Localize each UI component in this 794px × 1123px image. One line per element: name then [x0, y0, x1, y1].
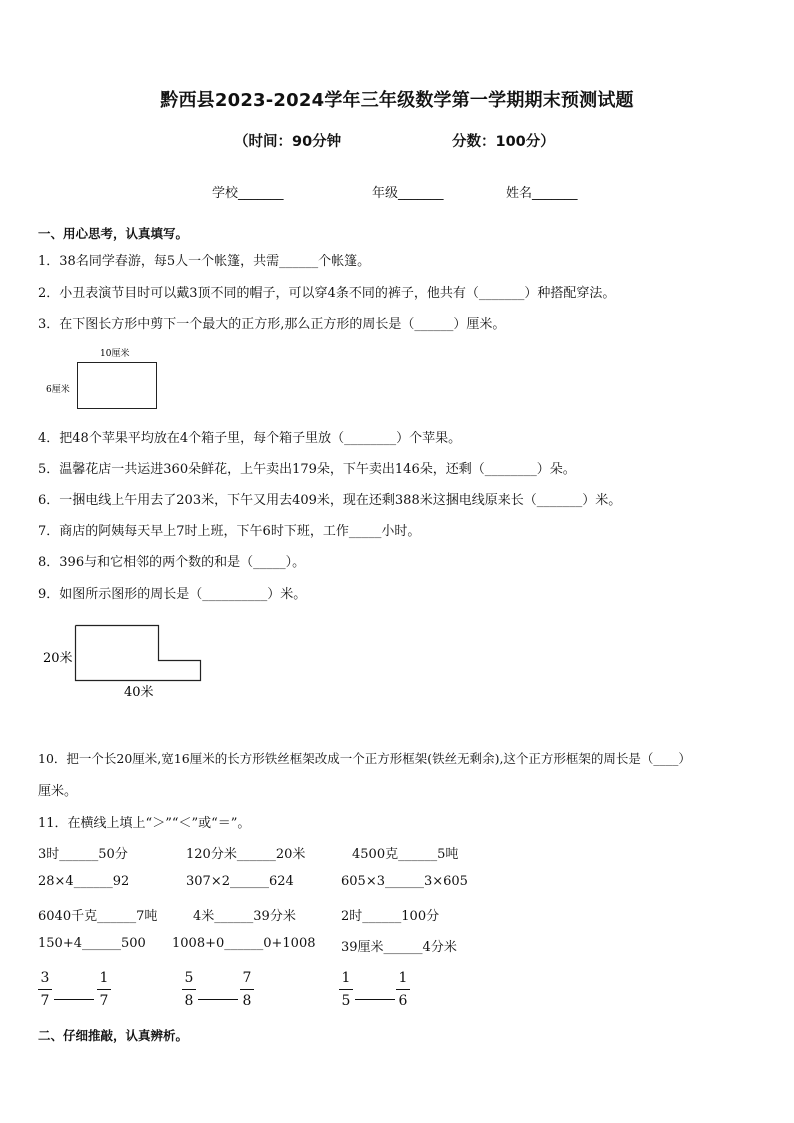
compare-item: 4500克______5吨	[352, 847, 459, 862]
answer-blank	[54, 999, 94, 1000]
compare-item: 120分米______20米	[186, 847, 306, 862]
page-title: 黔西县2023-2024学年三年级数学第一学期期末预测试题	[160, 90, 634, 111]
l-shape-outline	[76, 626, 201, 681]
time-label: （时间：90分钟	[234, 134, 342, 150]
compare-item: 6040千克______7吨	[38, 909, 158, 924]
name-field: 姓名_______	[506, 186, 578, 201]
compare-item: 39厘米______4分米	[341, 940, 457, 955]
numerator: 1	[341, 970, 351, 986]
question-9: 9．如图所示图形的周长是（__________）米。	[38, 587, 307, 602]
fraction	[182, 970, 196, 1009]
fraction	[38, 970, 52, 1009]
denominator: 7	[40, 993, 50, 1009]
numerator: 3	[40, 970, 50, 986]
denominator: 5	[341, 993, 351, 1009]
section-heading-2: 二、仔细推敲，认真辨析。	[38, 1028, 189, 1043]
grade-field: 年级_______	[372, 186, 444, 201]
fraction	[240, 970, 254, 1009]
rectangle-shape	[78, 363, 157, 409]
compare-item: 28×4______92	[38, 874, 130, 889]
compare-item: 1008+0______0+1008	[172, 936, 316, 951]
rectangle-figure	[40, 344, 170, 414]
compare-item: 4米______39分米	[193, 909, 296, 924]
l-shape-height-label: 20米	[43, 651, 73, 666]
compare-item: 605×3______3×605	[341, 874, 468, 889]
score-label: 分数：100分）	[452, 134, 555, 150]
question-8: 8．396与和它相邻的两个数的和是（_____）。	[38, 555, 306, 570]
question-10-line-2: 厘米。	[38, 784, 78, 799]
question-2: 2．小丑表演节目时可以戴3顶不同的帽子，可以穿4条不同的裤子，他共有（_______）种搭配穿法。	[38, 286, 616, 301]
question-5: 5．温馨花店一共运进360朵鲜花，上午卖出179朵，下午卖出146朵，还剩（________）朵。	[38, 462, 576, 477]
compare-item: 150+4______500	[38, 936, 146, 951]
numerator: 1	[398, 970, 408, 986]
denominator: 8	[242, 993, 252, 1009]
compare-item: 3时______50分	[38, 847, 128, 862]
answer-blank	[355, 999, 395, 1000]
l-shape-length-label: 40米	[124, 685, 154, 700]
fraction	[339, 970, 353, 1009]
rectangle-length-label: 10厘米	[100, 349, 130, 359]
l-shape-figure	[38, 620, 208, 702]
numerator: 5	[184, 970, 194, 986]
question-7: 7．商店的阿姨每天早上7时上班，下午6时下班，工作_____小时。	[38, 524, 421, 539]
fraction	[396, 970, 410, 1009]
fraction	[97, 970, 111, 1009]
compare-item: 2时______100分	[341, 909, 440, 924]
question-1: 1．38名同学春游，每5人一个帐篷，共需______个帐篷。	[38, 254, 371, 269]
numerator: 7	[242, 970, 252, 986]
compare-item: 307×2______624	[186, 874, 294, 889]
rectangle-width-label: 6厘米	[46, 385, 70, 395]
denominator: 7	[99, 993, 109, 1009]
question-10-line-1: 10．把一个长20厘米,宽16厘米的长方形铁丝框架改成一个正方形框架(铁丝无剩余),这个正方形框架的周长是（____）	[38, 751, 691, 766]
section-heading-1: 一、用心思考，认真填写。	[38, 226, 189, 241]
school-field: 学校_______	[212, 186, 284, 201]
question-3: 3．在下图长方形中剪下一个最大的正方形,那么正方形的周长是（______）厘米。	[38, 317, 506, 332]
answer-blank	[198, 999, 238, 1000]
denominator: 8	[184, 993, 194, 1009]
question-4: 4．把48个苹果平均放在4个箱子里，每个箱子里放（________）个苹果。	[38, 431, 462, 446]
numerator: 1	[99, 970, 109, 986]
question-6: 6．一捆电线上午用去了203米，下午又用去409米，现在还剩388米这捆电线原来长（_______）米。	[38, 493, 622, 508]
denominator: 6	[398, 993, 408, 1009]
question-11: 11．在横线上填上“＞”“＜”或“＝”。	[38, 816, 251, 831]
